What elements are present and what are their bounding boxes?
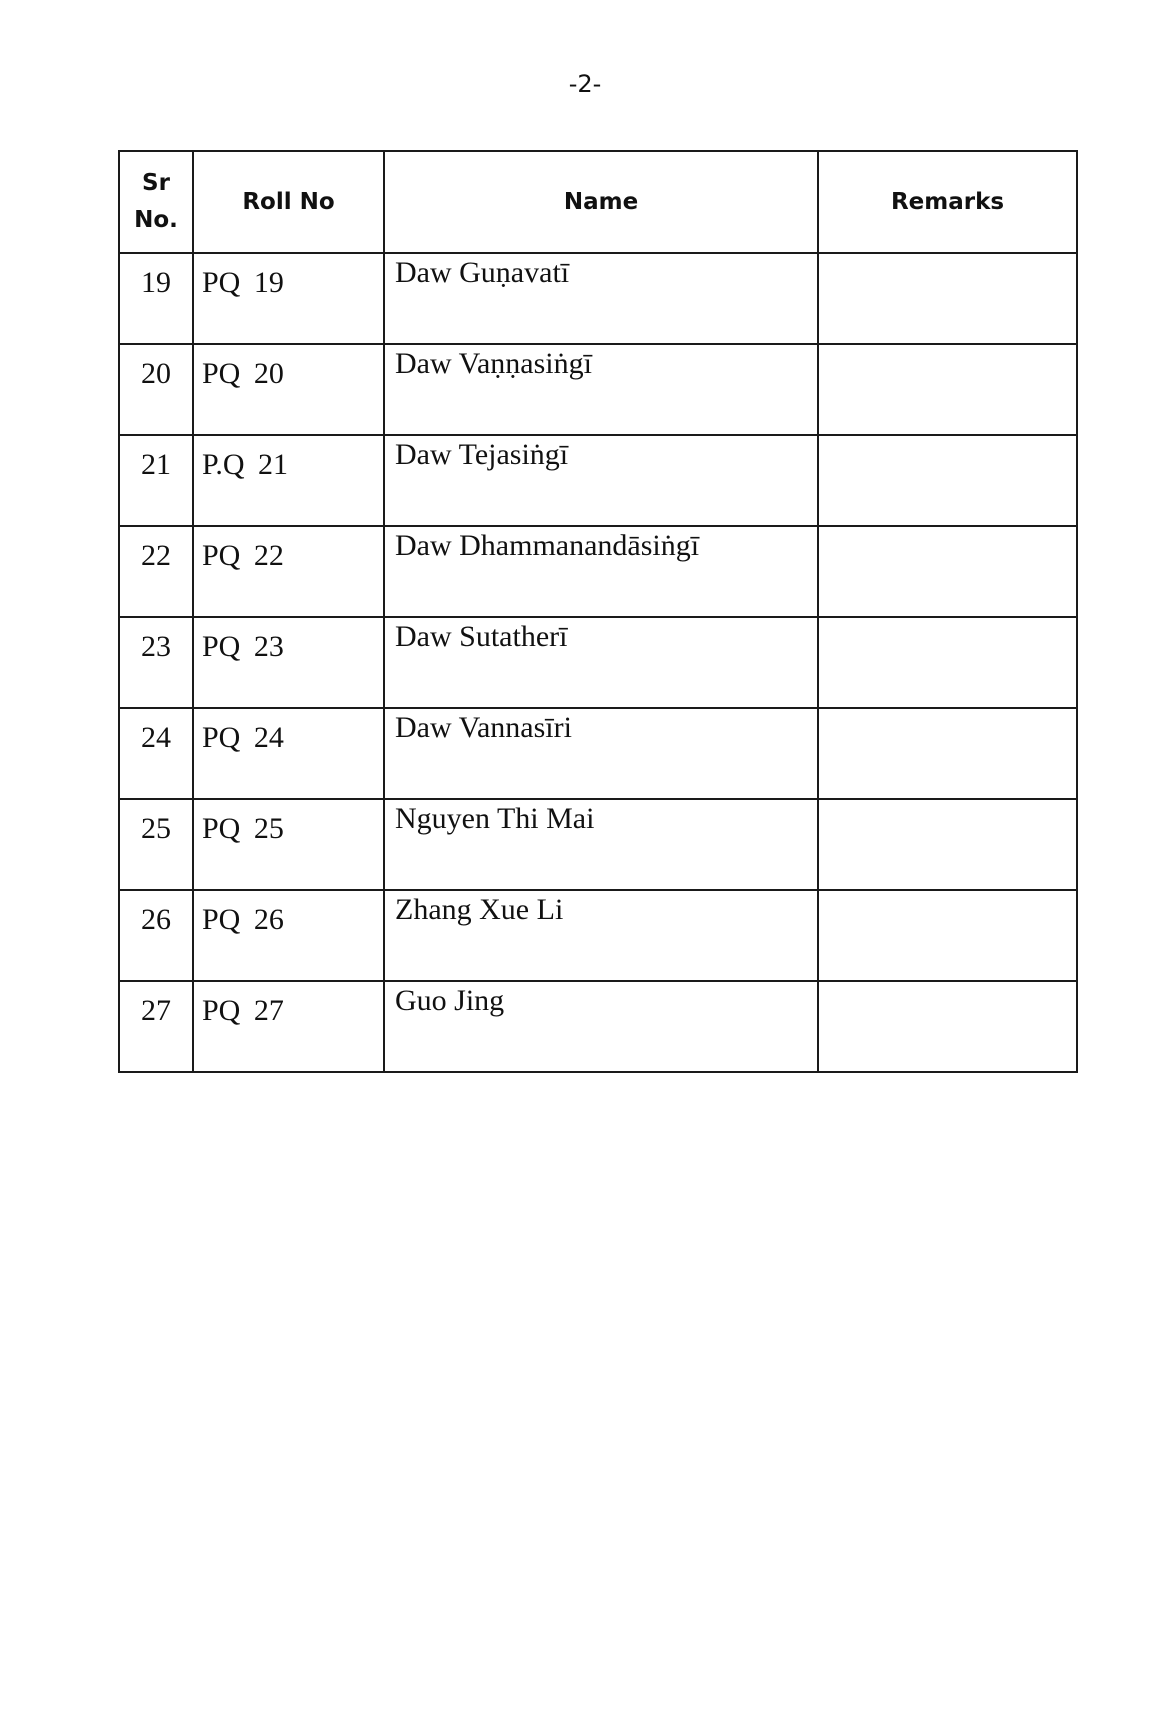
cell-remarks — [818, 435, 1077, 526]
header-remarks: Remarks — [818, 151, 1077, 253]
cell-roll-no — [193, 981, 384, 1072]
table-body — [119, 253, 1077, 1072]
header-roll-no: Roll No — [193, 151, 384, 253]
cell-name — [384, 708, 818, 799]
header-sr-line1: Sr — [142, 170, 170, 197]
table-header-row — [119, 151, 1077, 253]
cell-name — [384, 435, 818, 526]
cell-name — [384, 344, 818, 435]
table-row — [119, 253, 1077, 344]
cell-roll-no-text: PQ 22 — [202, 539, 284, 572]
cell-sr-no-text: 27 — [141, 994, 171, 1027]
page-number: -2- — [568, 70, 602, 98]
cell-roll-no-text: PQ 20 — [202, 357, 284, 390]
cell-roll-no-text: PQ 27 — [202, 994, 284, 1027]
cell-name — [384, 890, 818, 981]
cell-sr-no — [119, 344, 193, 435]
cell-sr-no — [119, 981, 193, 1072]
cell-name-text: Daw Tejasiṅgī — [395, 438, 569, 471]
cell-remarks — [818, 617, 1077, 708]
cell-sr-no — [119, 799, 193, 890]
cell-name — [384, 526, 818, 617]
cell-roll-no — [193, 344, 384, 435]
cell-name-text: Daw Vannasīri — [395, 711, 572, 744]
table-row — [119, 526, 1077, 617]
cell-name-text: Daw Guṇavatī — [395, 256, 570, 289]
cell-remarks — [818, 344, 1077, 435]
table-row — [119, 617, 1077, 708]
cell-sr-no-text: 26 — [141, 903, 171, 936]
cell-sr-no-text: 25 — [141, 812, 171, 845]
cell-name-text: Daw Sutatherī — [395, 620, 568, 653]
cell-roll-no — [193, 890, 384, 981]
cell-roll-no-text: PQ 23 — [202, 630, 284, 663]
cell-roll-no-text: PQ 24 — [202, 721, 284, 754]
cell-name — [384, 253, 818, 344]
cell-sr-no-text: 19 — [141, 266, 171, 299]
cell-name-text: Zhang Xue Li — [395, 893, 564, 926]
cell-sr-no — [119, 253, 193, 344]
cell-name-text: Daw Dhammanandāsiṅgī — [395, 529, 700, 562]
cell-roll-no-text: PQ 26 — [202, 903, 284, 936]
table-row — [119, 799, 1077, 890]
cell-sr-no — [119, 435, 193, 526]
cell-sr-no — [119, 526, 193, 617]
cell-remarks — [818, 708, 1077, 799]
cell-sr-no-text: 24 — [141, 721, 171, 754]
table-row — [119, 890, 1077, 981]
cell-remarks — [818, 981, 1077, 1072]
cell-roll-no — [193, 708, 384, 799]
cell-name — [384, 981, 818, 1072]
cell-roll-no — [193, 253, 384, 344]
cell-sr-no-text: 22 — [141, 539, 171, 572]
header-name: Name — [384, 151, 818, 253]
cell-sr-no — [119, 890, 193, 981]
roster-table — [118, 150, 1078, 1073]
cell-roll-no — [193, 799, 384, 890]
cell-sr-no — [119, 617, 193, 708]
cell-name — [384, 617, 818, 708]
cell-name — [384, 799, 818, 890]
cell-name-text: Daw Vaṇṇasiṅgī — [395, 347, 592, 380]
cell-remarks — [818, 253, 1077, 344]
cell-sr-no — [119, 708, 193, 799]
table-row — [119, 435, 1077, 526]
table-row — [119, 981, 1077, 1072]
cell-remarks — [818, 799, 1077, 890]
header-sr-line2: No. — [134, 207, 178, 233]
cell-sr-no-text: 21 — [141, 448, 171, 481]
cell-roll-no — [193, 617, 384, 708]
cell-roll-no — [193, 526, 384, 617]
cell-roll-no-text: PQ 19 — [202, 266, 284, 299]
table-row — [119, 708, 1077, 799]
cell-name-text: Guo Jing — [395, 984, 505, 1017]
cell-roll-no-text: P.Q 21 — [202, 448, 289, 481]
cell-roll-no — [193, 435, 384, 526]
cell-remarks — [818, 890, 1077, 981]
cell-name-text: Nguyen Thi Mai — [395, 802, 595, 835]
cell-sr-no-text: 23 — [141, 630, 171, 663]
table-row — [119, 344, 1077, 435]
cell-remarks — [818, 526, 1077, 617]
cell-roll-no-text: PQ 25 — [202, 812, 284, 845]
header-sr-no — [119, 151, 193, 253]
cell-sr-no-text: 20 — [141, 357, 171, 390]
